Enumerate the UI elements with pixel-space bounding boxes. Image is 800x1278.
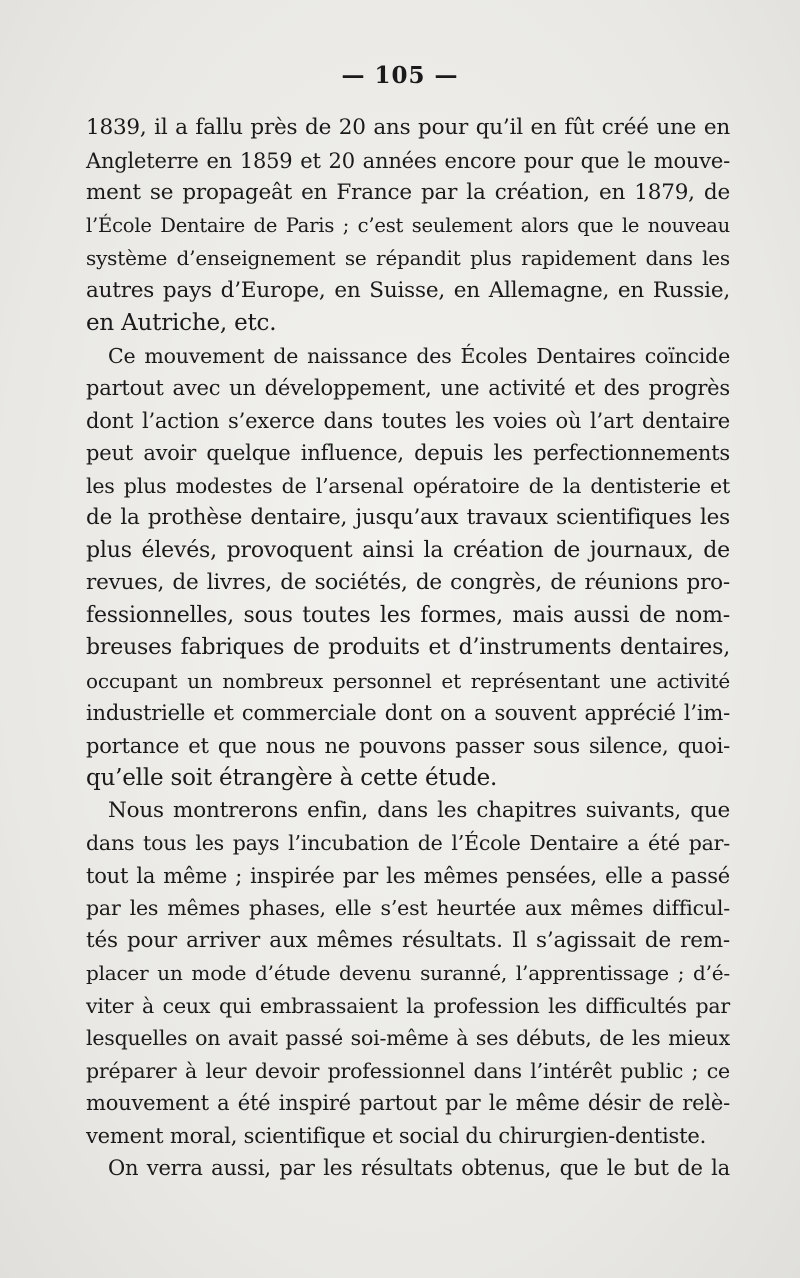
text-line: revues, de livres, de sociétés, de congrès, de réunions pro- bbox=[86, 570, 730, 595]
text-line: dans tous les pays l’incubation de l’École Dentaire a été par- bbox=[86, 831, 730, 855]
text-line: l’École Dentaire de Paris ; c’est seulement alors que le nouveau bbox=[86, 213, 730, 237]
text-line: Nous montrerons enfin, dans les chapitres suivants, que bbox=[108, 797, 730, 823]
text-line: portance et que nous ne pouvons passer sous silence, quoi- bbox=[86, 733, 730, 758]
text-line: de la prothèse dentaire, jusqu’aux travaux scientifiques les bbox=[86, 505, 730, 530]
text-line: occupant un nombreux personnel et représentant une activité bbox=[86, 668, 730, 693]
text-line: système d’enseignement se répandit plus rapidement dans les bbox=[86, 246, 730, 270]
text-line: Angleterre en 1859 et 20 années encore pour que le mouve- bbox=[86, 148, 730, 173]
text-line: breuses fabriques de produits et d’instruments dentaires, bbox=[86, 635, 730, 660]
text-line: plus élevés, provoquent ainsi la création de journaux, de bbox=[86, 537, 730, 563]
text-line: les plus modestes de l’arsenal opératoire de la dentisterie et bbox=[86, 473, 730, 498]
text-line: préparer à leur devoir professionnel dans l’intérêt public ; ce bbox=[86, 1058, 730, 1083]
text-line: vement moral, scientifique et social du chirurgien-dentiste. bbox=[86, 1123, 707, 1148]
text-line: qu’elle soit étrangère à cette étude. bbox=[86, 765, 498, 791]
text-line: dont l’action s’exerce dans toutes les voies où l’art dentaire bbox=[86, 408, 730, 433]
text-line: industrielle et commerciale dont on a souvent apprécié l’im- bbox=[86, 701, 730, 725]
text-line: lesquelles on avait passé soi-même à ses débuts, de les mieux bbox=[86, 1026, 730, 1050]
text-line: On verra aussi, par les résultats obtenus, que le but de la bbox=[108, 1156, 730, 1180]
text-line: Ce mouvement de naissance des Écoles Dentaires coïncide bbox=[108, 343, 730, 368]
text-line: placer un mode d’étude devenu suranné, l’apprentissage ; d’é- bbox=[86, 961, 730, 985]
text-line: autres pays d’Europe, en Suisse, en Allemagne, en Russie, bbox=[86, 277, 730, 303]
text-line: partout avec un développement, une activité et des progrès bbox=[86, 376, 730, 400]
text-line: mouvement a été inspiré partout par le même désir de relè- bbox=[86, 1091, 730, 1115]
text-line: 1839, il a fallu près de 20 ans pour qu’il en fût créé une en bbox=[86, 115, 730, 140]
page-number: — 105 — bbox=[341, 62, 459, 89]
text-line: viter à ceux qui embrassaient la profession les difficultés par bbox=[86, 993, 730, 1018]
body-text bbox=[86, 112, 730, 1185]
text-line: peut avoir quelque influence, depuis les perfectionnements bbox=[86, 441, 730, 465]
text-line: par les mêmes phases, elle s’est heurtée aux mêmes difficul- bbox=[86, 896, 730, 920]
text-line: tout la même ; inspirée par les mêmes pensées, elle a passé bbox=[86, 863, 730, 888]
text-line: tés pour arriver aux mêmes résultats. Il s’agissait de rem- bbox=[86, 927, 730, 953]
text-line: en Autriche, etc. bbox=[86, 310, 277, 336]
text-line: fessionnelles, sous toutes les formes, mais aussi de nom- bbox=[86, 602, 730, 628]
text-line: ment se propageât en France par la création, en 1879, de bbox=[86, 180, 730, 205]
